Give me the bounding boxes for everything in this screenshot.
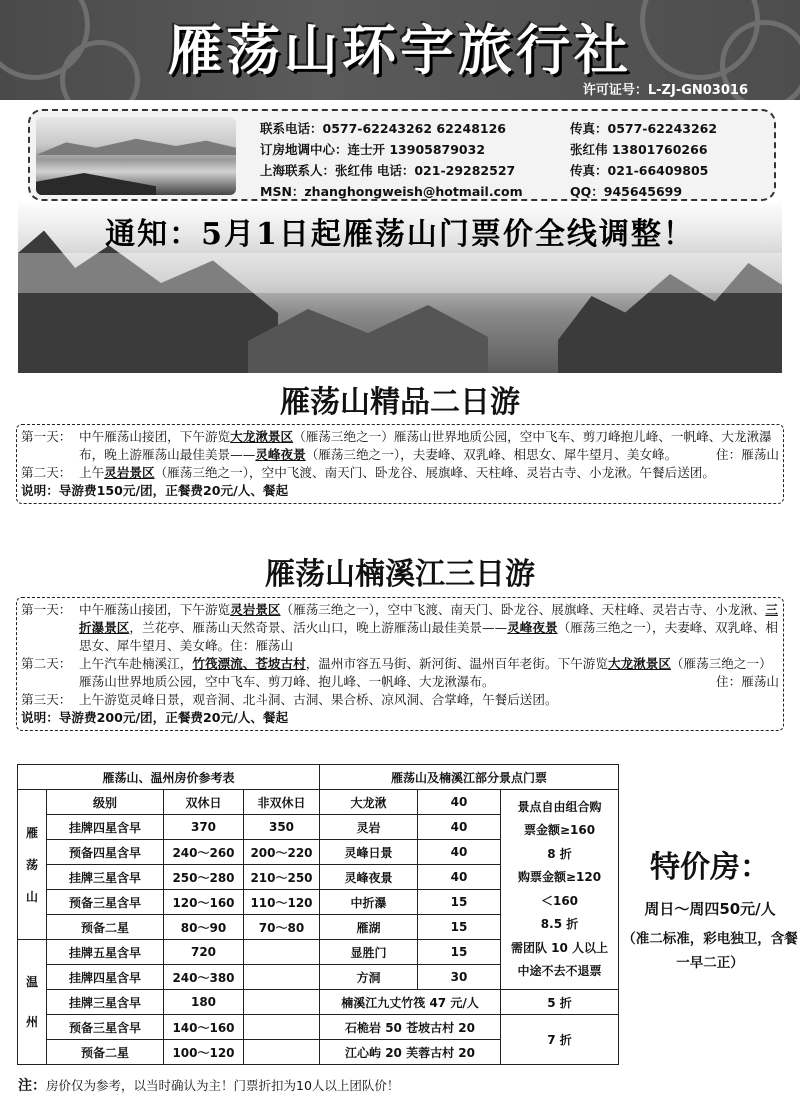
village-discount: 7 折 [501,1015,619,1065]
contact-fax-2: 传真：021-66409805 [570,163,709,178]
col-header-level: 级别 [47,790,164,815]
table-row: 预备三星含早 120～160 110～120 中折瀑 15 [18,890,619,915]
contact-qq: QQ：945645699 [570,184,683,199]
mountain-silhouette [248,293,488,373]
license-number: 许可证号：L-ZJ-GN03016 [582,83,748,98]
footnote [18,1075,399,1095]
notice-banner [18,203,782,373]
footnote-label: 注： [18,1078,46,1094]
special-details: （准二标准，彩电独卫，含餐一早二正） [622,931,798,971]
table-row: 挂牌三星含早 180 楠溪江九丈竹筏 47 元/人 5 折 [18,990,619,1015]
contact-fax: 传真：0577-62243262 [570,121,718,136]
contact-msn: MSN：zhanghongweish@hotmail.com [260,184,523,199]
agency-title: 雁荡山环宇旅行社 [168,19,632,82]
wenzhou-label: 温 州 [18,940,47,1065]
col-header-weekend: 双休日 [164,790,244,815]
table-row: 预备二星 100～120 江心屿 20 芙蓉古村 20 [18,1040,619,1065]
tour2-day2: 第二天： 上午汽车赴楠溪江，竹筏漂流、苍坡古村，温州市容五马街、新河街、温州百年老街。下午游览大龙湫景区（雁荡三绝之一）雁荡山世界地质公园，空中飞车、剪刀峰、抱儿峰、一帆峰、大龙湫瀑布。 住：雁荡山 [21,656,779,689]
contact-booking-2: 张红伟 13801760266 [570,142,708,157]
tour1-title: 雁荡山精品二日游 [280,385,520,420]
tour1-day2: 第二天： 上午灵岩景区（雁荡三绝之一），空中飞渡、南天门、卧龙谷、展旗峰、天柱峰、灵岩古寺、小龙湫。午餐后送团。 [21,465,715,480]
special-title: 特价房： [650,850,770,885]
tour1-note: 说明：导游费150元/团，正餐费20元/人、餐起 [21,483,289,498]
lake-photo [36,117,236,195]
ticket-table-title: 雁荡山及楠溪江部分景点门票 [320,765,619,790]
tour1-day1: 第一天： 中午雁荡山接团，下午游览大龙湫景区（雁荡三绝之一）雁荡山世界地质公园，空中飞车、剪刀峰抱儿峰、一帆峰、大龙湫瀑布，晚上游雁荡山最佳美景——灵峰夜景（雁荡三绝之一），夫妻峰、双乳峰、相思女、犀牛望月、美女峰。 住：雁荡山 [21,429,779,462]
tour1-itinerary [16,424,784,504]
village-ticket-1: 石桅岩 50 苍坡古村 20 [320,1015,501,1040]
table-row: 预备三星含早 140～160 石桅岩 50 苍坡古村 20 7 折 [18,1015,619,1040]
contact-shanghai: 上海联系人：张红伟 电话：021-29282527 [260,163,516,178]
tour2-itinerary [16,597,784,731]
raft-discount: 5 折 [501,990,619,1015]
contact-booking: 订房地调中心：连士开 13905879032 [260,142,486,157]
raft-ticket: 楠溪江九丈竹筏 47 元/人 [320,990,501,1015]
contact-box [28,109,776,201]
table-row: 挂牌四星含早 240～380 方洞 30 [18,965,619,990]
tour2-title: 雁荡山楠溪江三日游 [265,557,535,592]
table-row: 预备四星含早 240～260 200～220 灵峰日景 40 [18,840,619,865]
combo-discount-note: 景点自由组合购 票金额≥160 8 折 购票金额≥120 ＜160 8.5 折 需团队 10 人以上 中途不去不退票 [501,790,619,990]
notice-text: 通知：5月1日起雁荡山门票价全线调整！ [105,217,695,252]
tour2-day3: 第三天： 上午游览灵峰日景，观音洞、北斗洞、古洞、果合桥、凉风洞、合掌峰，午餐后送团。 [21,692,558,707]
special-price: 周日～周四50元/人 [644,900,776,918]
ticket-price: 40 [418,790,501,815]
village-ticket-2: 江心屿 20 芙蓉古村 20 [320,1040,501,1065]
footnote-text: 房价仅为参考，以当时确认为主！门票折扣为10人以上团队价！ [46,1078,400,1093]
table-row: 预备二星 80～90 70～80 雁湖 15 [18,915,619,940]
header-banner [0,0,800,100]
contact-phone: 联系电话：0577-62243262 62248126 [260,121,506,136]
price-table [17,764,619,1065]
table-row: 挂牌三星含早 250～280 210～250 灵峰夜景 40 [18,865,619,890]
yandang-label: 雁 荡 山 [18,790,47,940]
hotel-table-title: 雁荡山、温州房价参考表 [18,765,320,790]
table-row: 温 州 挂牌五星含早 720 显胜门 15 [18,940,619,965]
ticket-name: 大龙湫 [320,790,418,815]
col-header-weekday: 非双休日 [244,790,320,815]
tour2-day1: 第一天： 中午雁荡山接团，下午游览灵岩景区（雁荡三绝之一），空中飞渡、南天门、卧龙谷、展旗峰、天柱峰、灵岩古寺、小龙湫、三折瀑景区，兰花亭、雁荡山天然奇景、活火山口，晚上游雁荡山最佳美景——灵峰夜景（雁荡三绝之一），夫妻峰、双乳峰、相思女、犀牛望月、美女峰。住：雁荡山 [21,602,778,653]
tour2-note: 说明：导游费200元/团，正餐费20元/人、餐起 [21,710,289,725]
special-offer [620,842,800,975]
table-row: 挂牌四星含早 370 350 灵岩 40 [18,815,619,840]
